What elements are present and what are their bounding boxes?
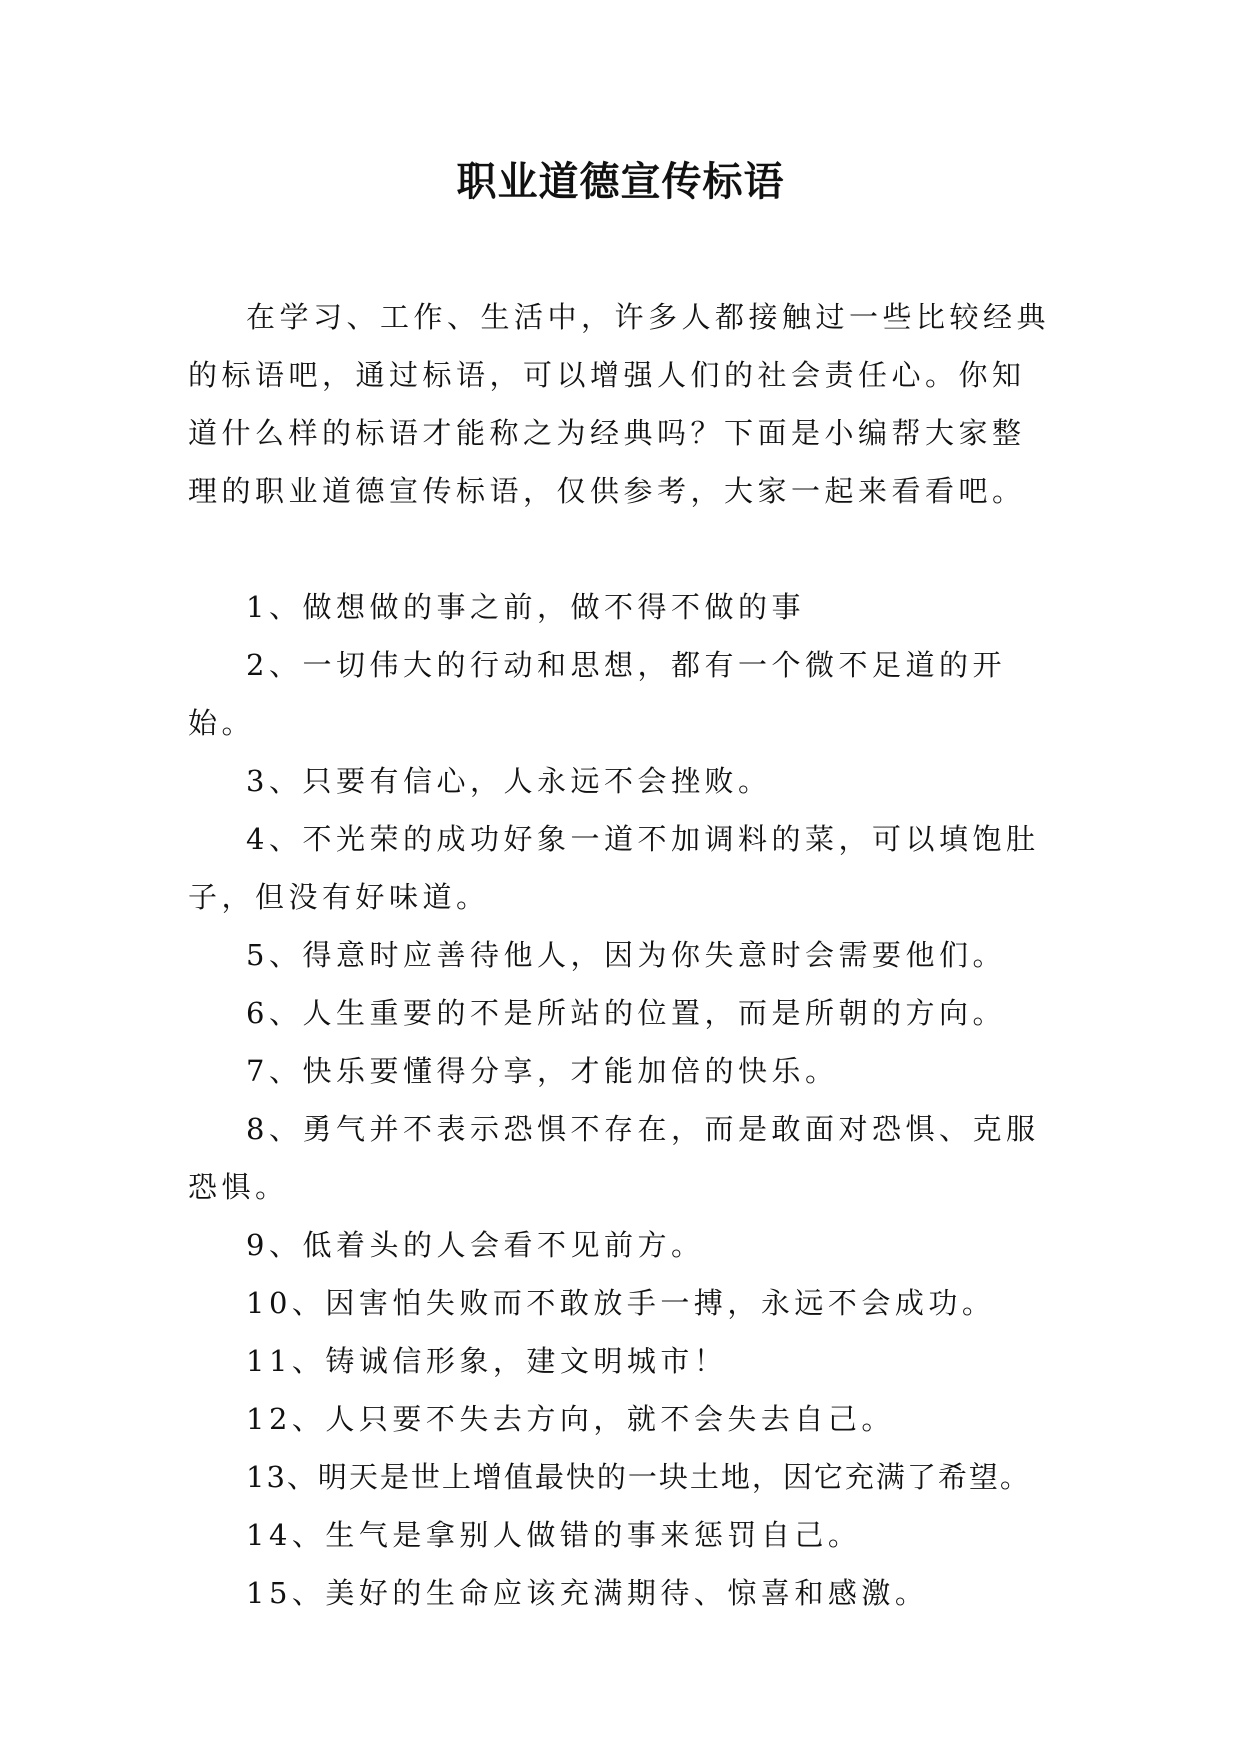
slogan-list <box>188 578 1058 1622</box>
slogan-item-10: 10、因害怕失败而不敢放手一搏，永远不会成功。 <box>246 1286 996 1320</box>
intro-paragraph: 在学习、工作、生活中，许多人都接触过一些比较经典的标语吧，通过标语，可以增强人们的社会责任心。你知道什么样的标语才能称之为经典吗？下面是小编帮大家整理的职业道德宣传标语，仅供参考，大家一起来看看吧。 <box>188 300 1051 508</box>
slogan-item-5: 5、得意时应善待他人，因为你失意时会需要他们。 <box>246 938 1006 972</box>
slogan-item-13: 13、明天是世上增值最快的一块土地，因它充满了希望。 <box>246 1460 1031 1494</box>
slogan-item-4: 4、不光荣的成功好象一道不加调料的菜，可以填饱肚子，但没有好味道。 <box>188 822 1040 914</box>
slogan-item-15: 15、美好的生命应该充满期待、惊喜和感激。 <box>246 1576 929 1610</box>
slogan-item-8: 8、勇气并不表示恐惧不存在，而是敢面对恐惧、克服恐惧。 <box>188 1112 1040 1204</box>
slogan-item-6: 6、人生重要的不是所站的位置，而是所朝的方向。 <box>246 996 1006 1030</box>
document-title: 职业道德宣传标语 <box>456 158 785 205</box>
paragraph-spacer <box>188 520 1058 578</box>
document-body <box>188 288 1058 1622</box>
slogan-item-2: 2、一切伟大的行动和思想，都有一个微不足道的开始。 <box>188 648 1006 740</box>
slogan-item-9: 9、低着头的人会看不见前方。 <box>246 1228 705 1262</box>
slogan-item-3: 3、只要有信心，人永远不会挫败。 <box>246 764 772 798</box>
slogan-item-1: 1、做想做的事之前，做不得不做的事 <box>246 590 805 624</box>
slogan-item-11: 11、铸诚信形象，建文明城市！ <box>246 1344 728 1378</box>
slogan-item-7: 7、快乐要懂得分享，才能加倍的快乐。 <box>246 1054 839 1088</box>
slogan-item-12: 12、人只要不失去方向，就不会失去自己。 <box>246 1402 895 1436</box>
slogan-item-14: 14、生气是拿别人做错的事来惩罚自己。 <box>246 1518 862 1552</box>
